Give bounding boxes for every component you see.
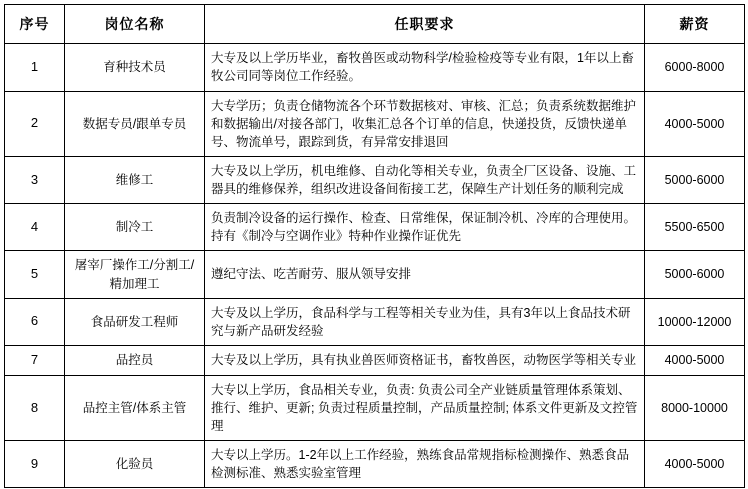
column-header-position: 岗位名称	[65, 5, 205, 44]
table-row	[5, 91, 745, 156]
cell-index: 3	[5, 156, 65, 203]
cell-index: 8	[5, 375, 65, 440]
job-requirements-table	[4, 4, 745, 488]
table-row	[5, 156, 745, 203]
column-header-requirement: 任职要求	[205, 5, 645, 44]
cell-salary: 4000-5000	[645, 91, 745, 156]
cell-salary: 5500-6500	[645, 204, 745, 251]
cell-salary: 4000-5000	[645, 345, 745, 375]
table-header-row	[5, 5, 745, 44]
cell-salary: 4000-5000	[645, 441, 745, 488]
cell-position: 数据专员/跟单专员	[65, 91, 205, 156]
cell-position: 制冷工	[65, 204, 205, 251]
table-row	[5, 375, 745, 440]
cell-requirement: 大专以上学历。1-2年以上工作经验，熟练食品常规指标检测操作、熟悉食品检测标准、熟悉实验室管理	[205, 441, 645, 488]
cell-salary: 10000-12000	[645, 298, 745, 345]
cell-position: 屠宰厂操作工/分割工/精加理工	[65, 251, 205, 298]
cell-position: 化验员	[65, 441, 205, 488]
cell-requirement: 大专及以上学历，机电维修、自动化等相关专业，负责全厂区设备、设施、工器具的维修保养，组织改进设备间衔接工艺，保障生产计划任务的顺利完成	[205, 156, 645, 203]
column-header-index: 序号	[5, 5, 65, 44]
cell-index: 4	[5, 204, 65, 251]
table-body	[5, 44, 745, 488]
cell-index: 1	[5, 44, 65, 91]
cell-index: 7	[5, 345, 65, 375]
cell-index: 9	[5, 441, 65, 488]
table-header	[5, 5, 745, 44]
cell-position: 育种技术员	[65, 44, 205, 91]
cell-requirement: 大专学历；负责仓储物流各个环节数据核对、审核、汇总；负责系统数据维护和数据输出/对接各部门，收集汇总各个订单的信息，快递投货，反馈快递单号、物流单号，跟踪到货，有异常安排退回	[205, 91, 645, 156]
cell-requirement: 负责制冷设备的运行操作、检查、日常维保，保证制冷机、冷库的合理使用。持有《制冷与空调作业》特种作业操作证优先	[205, 204, 645, 251]
cell-requirement: 遵纪守法、吃苦耐劳、服从领导安排	[205, 251, 645, 298]
cell-salary: 5000-6000	[645, 251, 745, 298]
cell-requirement: 大专及以上学历毕业，畜牧兽医或动物科学/检验检疫等专业有限，1年以上畜牧公司同等岗位工作经验。	[205, 44, 645, 91]
cell-position: 食品研发工程师	[65, 298, 205, 345]
cell-salary: 8000-10000	[645, 375, 745, 440]
cell-position: 维修工	[65, 156, 205, 203]
cell-salary: 6000-8000	[645, 44, 745, 91]
table-row	[5, 204, 745, 251]
table-row	[5, 44, 745, 91]
cell-position: 品控主管/体系主管	[65, 375, 205, 440]
cell-index: 5	[5, 251, 65, 298]
cell-requirement: 大专及以上学历，食品科学与工程等相关专业为佳，具有3年以上食品技术研究与新产品研发经验	[205, 298, 645, 345]
cell-salary: 5000-6000	[645, 156, 745, 203]
cell-requirement: 大专及以上学历，具有执业兽医师资格证书，畜牧兽医，动物医学等相关专业	[205, 345, 645, 375]
cell-position: 品控员	[65, 345, 205, 375]
table-row	[5, 345, 745, 375]
column-header-salary: 薪资	[645, 5, 745, 44]
cell-index: 6	[5, 298, 65, 345]
table-row	[5, 441, 745, 488]
cell-index: 2	[5, 91, 65, 156]
table-row	[5, 298, 745, 345]
cell-requirement: 大专以上学历，食品相关专业，负责: 负责公司全产业链质量管理体系策划、推行、维护、更新; 负责过程质量控制，产品质量控制; 体系文件更新及文控管理	[205, 375, 645, 440]
table-row	[5, 251, 745, 298]
